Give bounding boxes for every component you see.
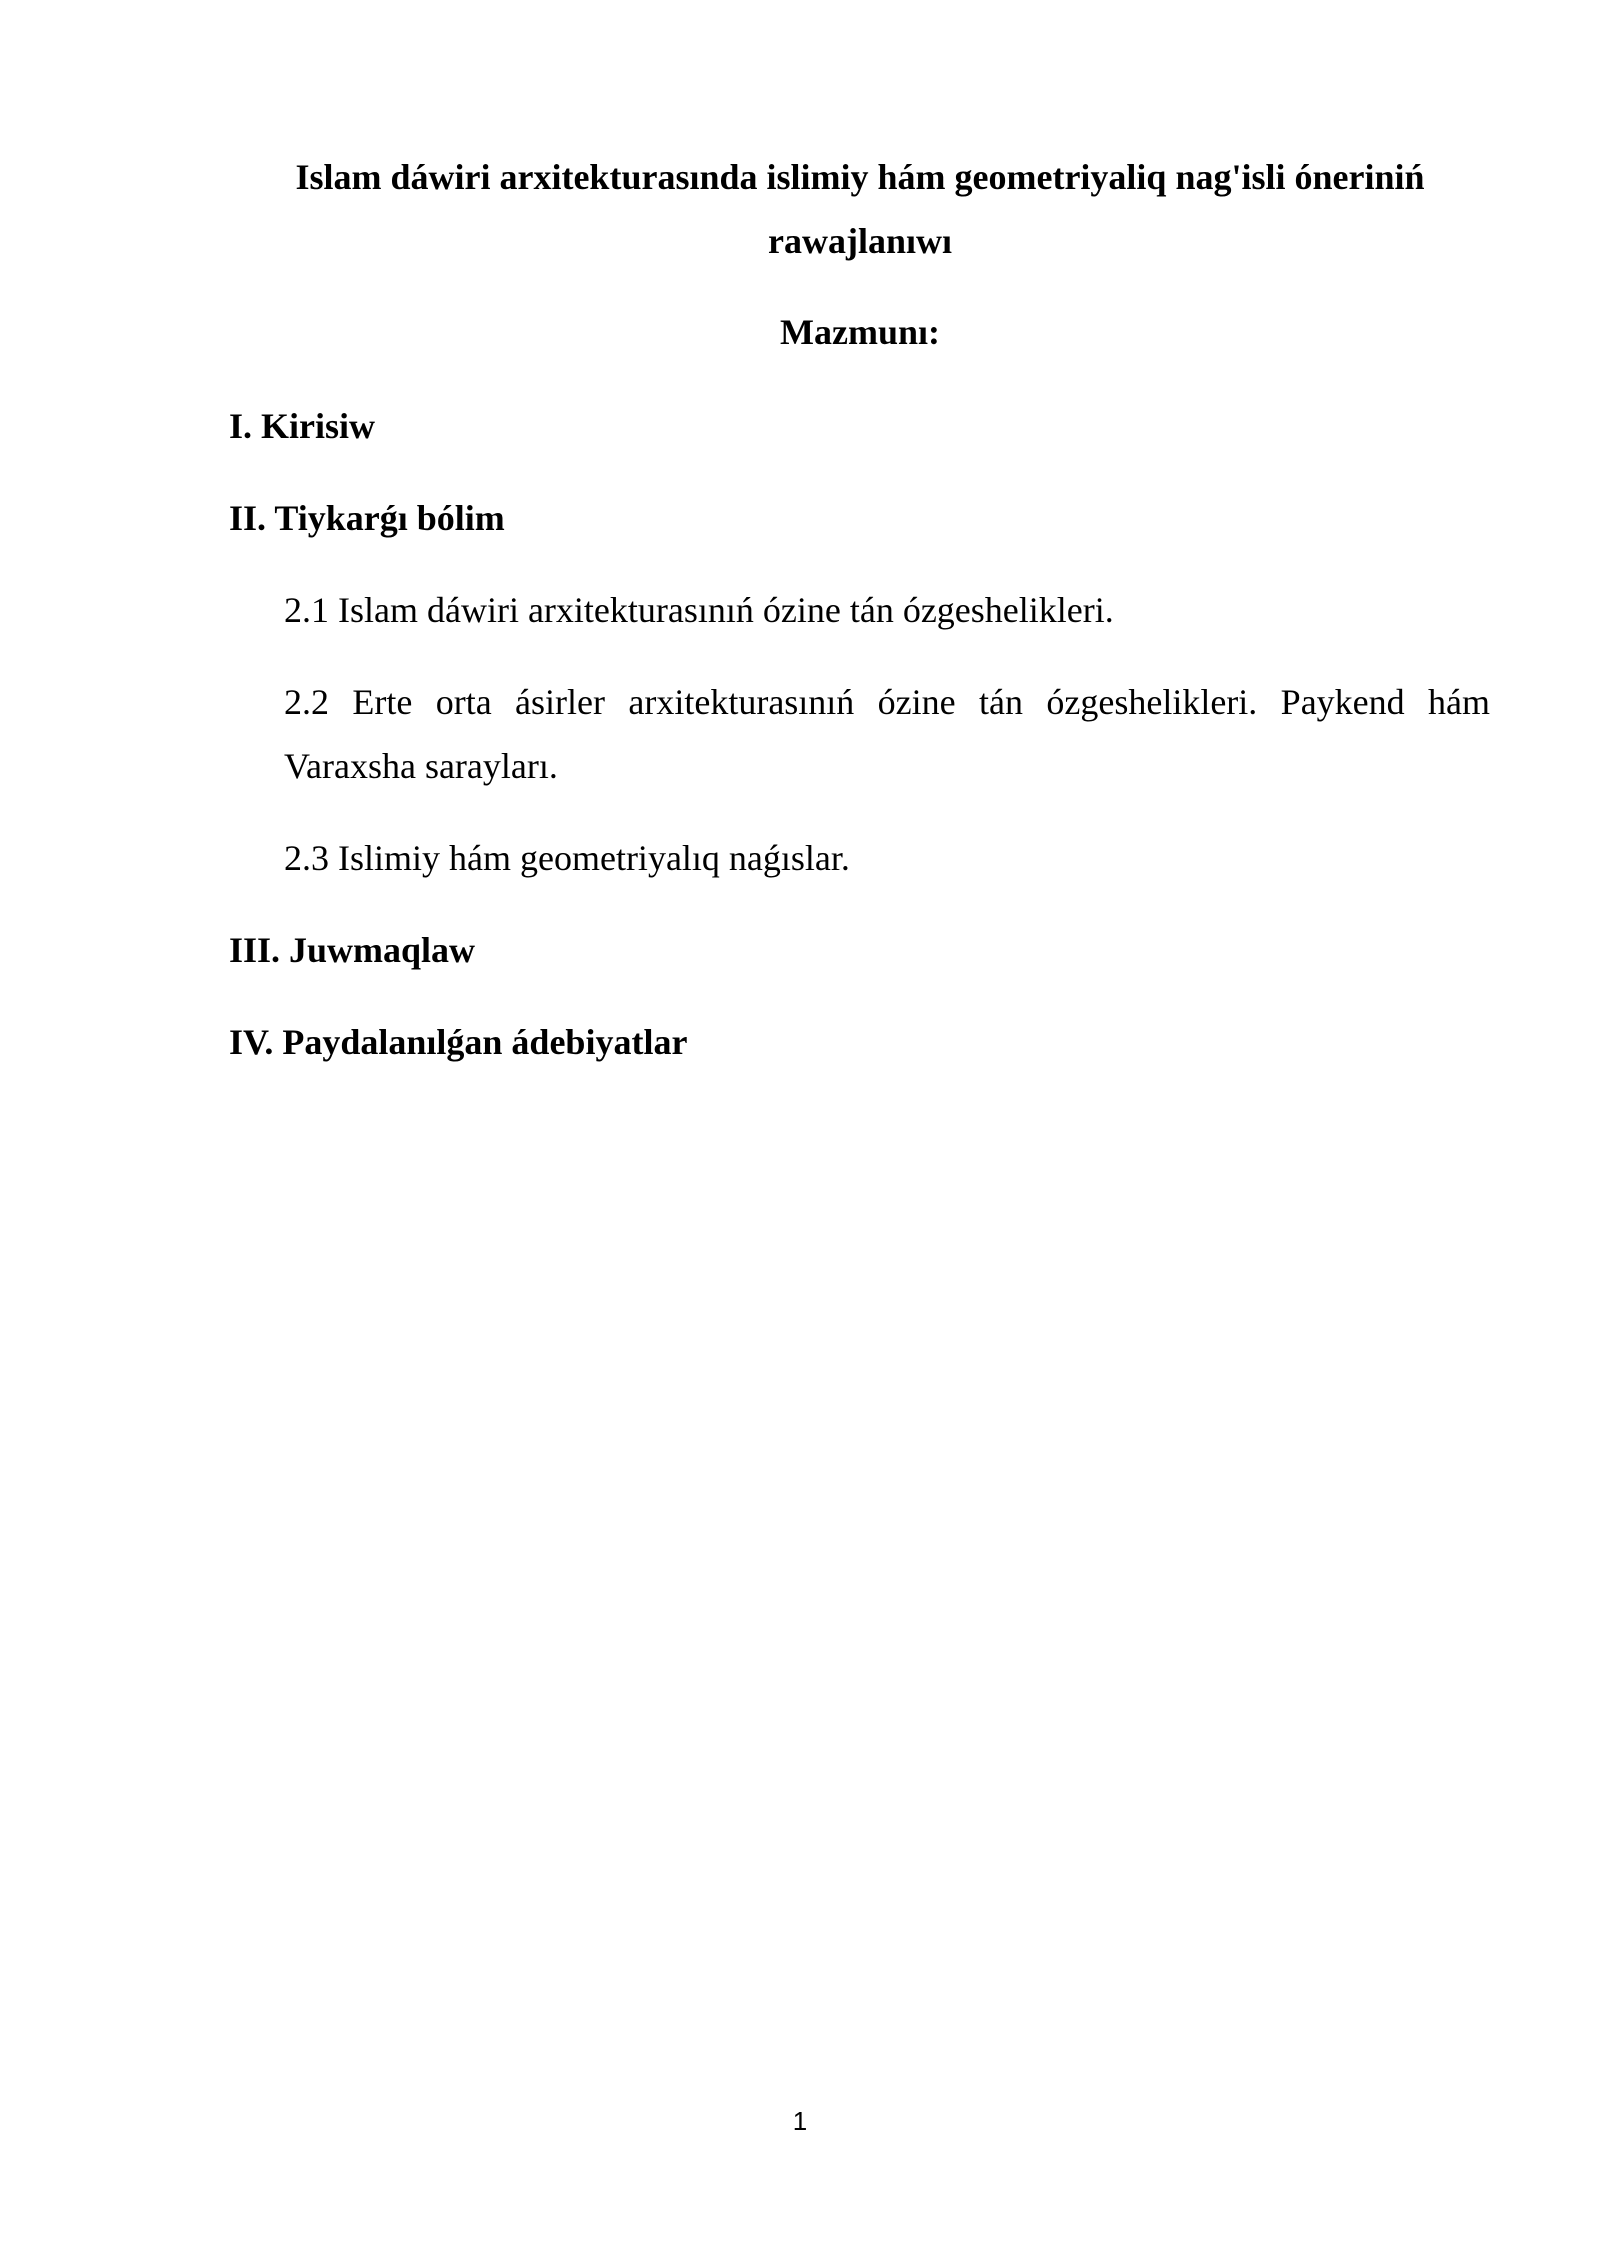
section-references: IV. Paydalanılǵan ádebiyatlar [229, 1022, 688, 1062]
document-title: Islam dáwiri arxitekturasında islimiy hám geometriyaliq nag'isli óneriniń rawajlanıwı [295, 157, 1425, 261]
contents-heading: Mazmunı: [780, 312, 940, 352]
section-conclusion: III. Juwmaqlaw [229, 930, 476, 970]
section-main-part: II. Tiykarǵı bólim [229, 498, 505, 538]
page-number: 1 [792, 2106, 808, 2136]
subsection-2-3: 2.3 Islimiy hám geometriyalıq naǵıslar. [284, 838, 850, 878]
subsection-2-1: 2.1 Islam dáwiri arxitekturasınıń ózine tán ózgeshelikleri. [284, 590, 1114, 630]
subsection-2-2: 2.2 Erte orta ásirler arxitekturasınıń ózine tán ózgeshelikleri. Paykend hám Varaxsha sarayları. [284, 682, 1490, 786]
section-introduction: I. Kirisiw [229, 406, 376, 446]
